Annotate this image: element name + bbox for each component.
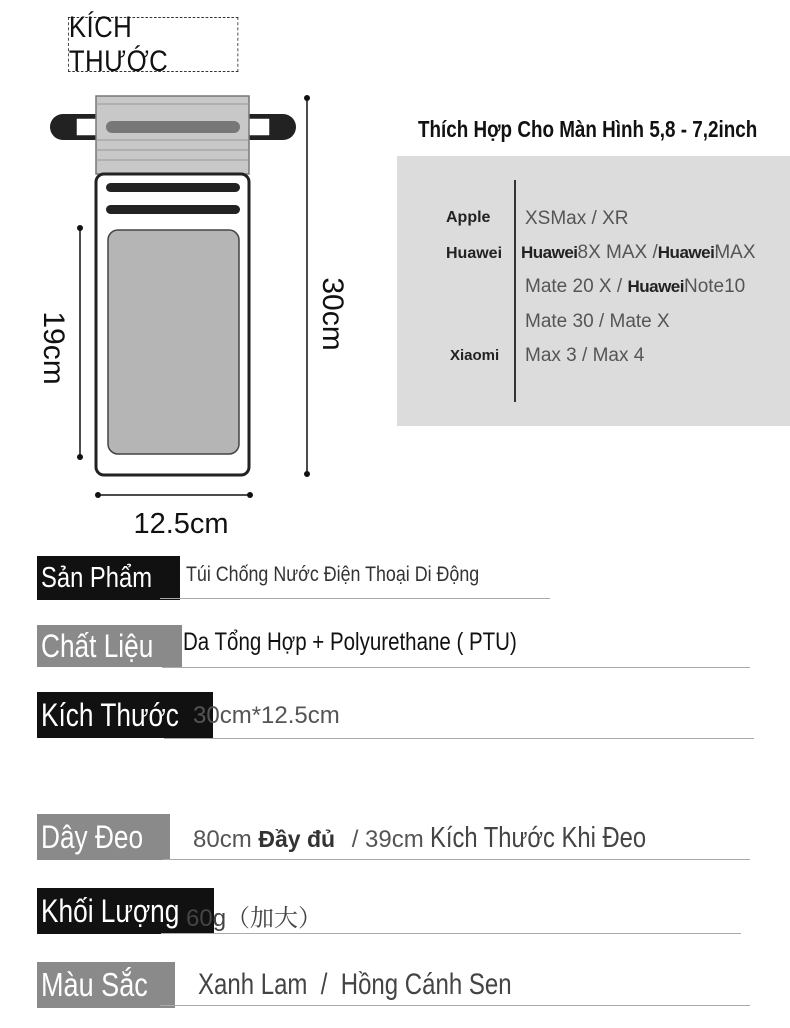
pouch-diagram <box>0 0 380 560</box>
model-text: Huawei <box>627 277 684 296</box>
dim-30cm: 30cm <box>316 277 349 351</box>
model-text: Note10 <box>683 276 746 297</box>
spec-underline <box>162 667 750 668</box>
compatibility-divider <box>514 180 516 402</box>
model-line <box>525 276 745 298</box>
spec-label-material: Chất Liệu <box>37 625 182 667</box>
strap-full: Đầy đủ <box>258 826 336 852</box>
model-line <box>525 208 628 230</box>
spec-value-strap <box>193 822 694 855</box>
spec-label-color: Màu Sắc <box>37 962 175 1008</box>
model-line <box>521 242 756 264</box>
model-text: Huawei <box>657 243 715 262</box>
brand-huawei: Huawei <box>446 245 503 262</box>
spec-label-weight: Khối Lượng <box>37 888 214 934</box>
compatibility-title: Thích Hợp Cho Màn Hình 5,8 - 7,2inch <box>418 116 758 142</box>
spec-underline <box>164 738 754 739</box>
model-text: XSMax / XR <box>525 208 629 229</box>
strap-worn-length: / 39cm <box>351 826 424 853</box>
model-text: Huawei <box>521 243 578 262</box>
size-title: KÍCH THƯỚC <box>68 17 238 72</box>
pouch-seal <box>96 96 249 174</box>
brand-apple: Apple <box>446 209 491 226</box>
model-line <box>525 311 670 333</box>
dim-12-5cm: 12.5cm <box>133 508 229 540</box>
model-text: MAX <box>714 242 756 263</box>
spec-label-product: Sản Phẩm <box>37 556 180 600</box>
model-text: Max 3 / Max 4 <box>525 345 645 366</box>
brand-xiaomi: Xiaomi <box>450 347 500 364</box>
spec-underline <box>163 859 750 860</box>
spec-underline <box>161 933 741 934</box>
pouch-window <box>108 230 239 454</box>
spec-value-material: Da Tổng Hợp + Polyurethane ( PTU) <box>183 628 517 656</box>
strap-worn-label: Kích Thước Khi Đeo <box>430 822 647 854</box>
model-line <box>525 345 644 367</box>
spec-value-weight: 60g（加大） <box>186 905 323 932</box>
spec-label-size: Kích Thước <box>37 692 213 738</box>
strap-length: 80cm <box>193 826 252 853</box>
spec-underline <box>160 598 550 599</box>
model-text: Mate 20 X / <box>525 276 628 297</box>
dim-19cm: 19cm <box>37 311 70 385</box>
spec-value-size: 30cm*12.5cm <box>193 702 340 729</box>
model-text: 8X MAX / <box>577 242 658 263</box>
model-text: Mate 30 / Mate X <box>525 311 670 332</box>
spec-value-product: Túi Chống Nước Điện Thoại Di Động <box>186 563 480 586</box>
spec-label-strap: Dây Đeo <box>37 814 170 860</box>
spec-value-color: Xanh Lam / Hồng Cánh Sen <box>198 968 512 1001</box>
spec-underline <box>160 1005 750 1006</box>
